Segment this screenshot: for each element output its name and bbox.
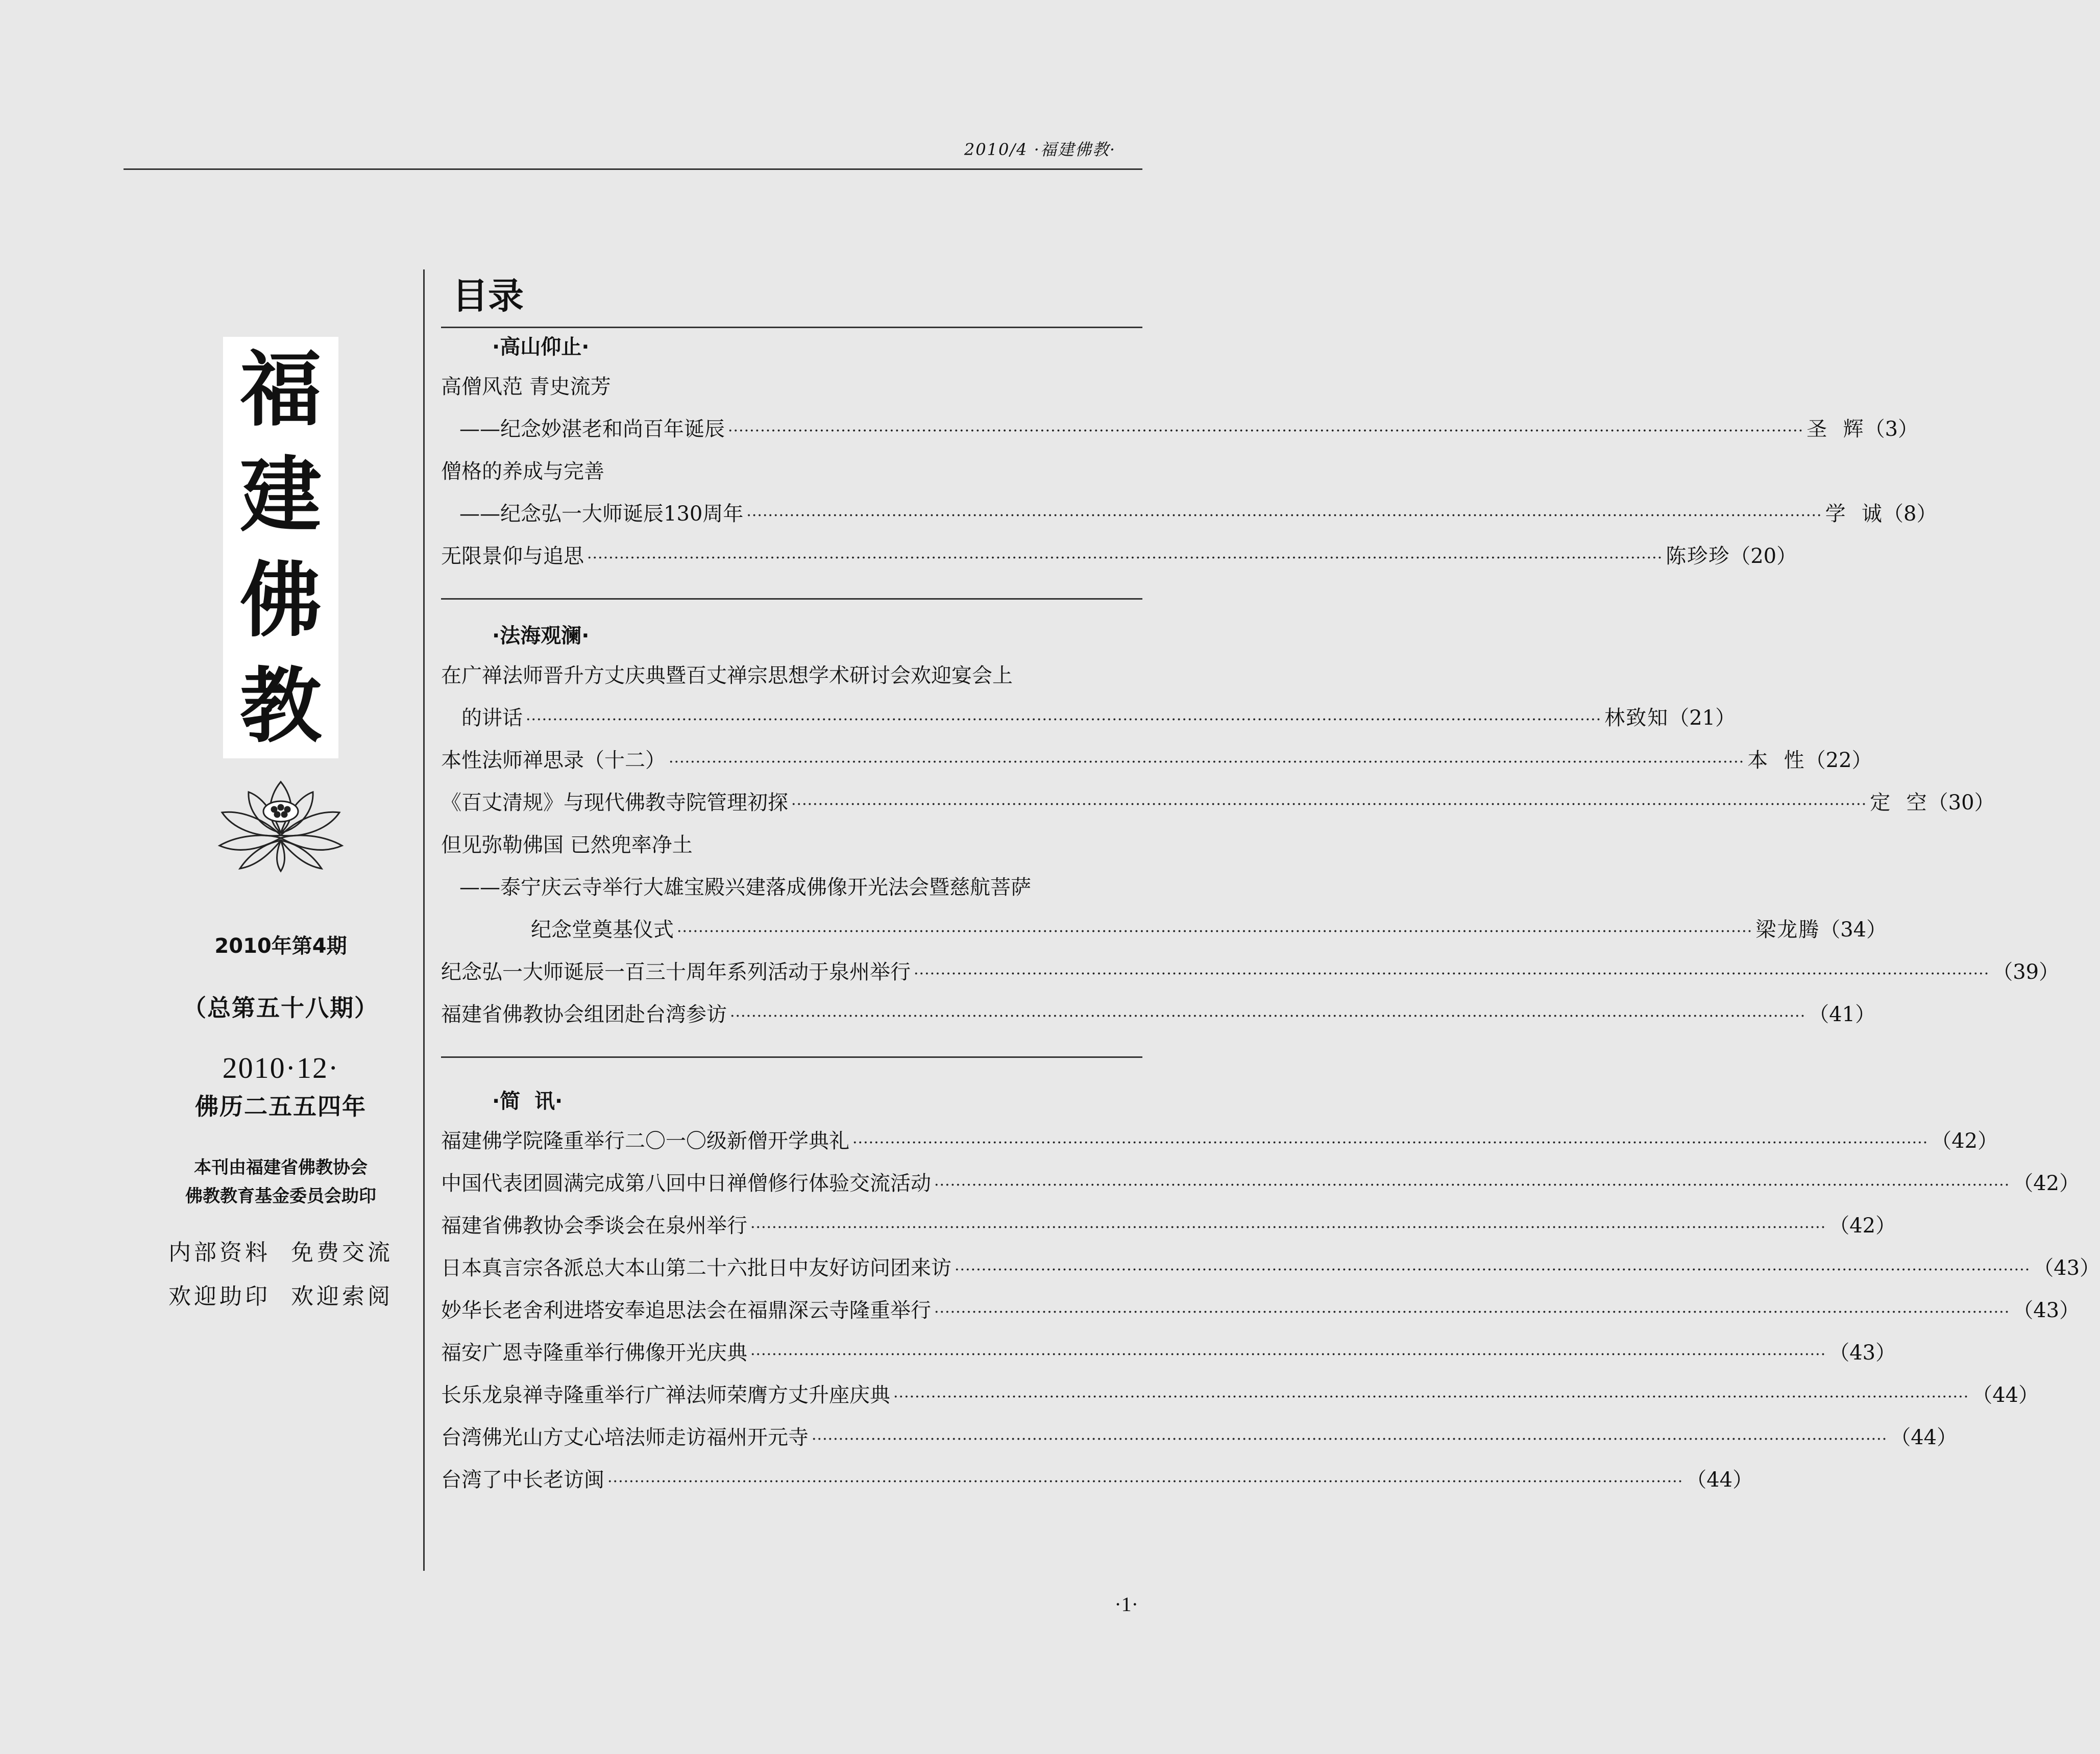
entry-title: 福安广恩寺隆重举行佛像开光庆典 bbox=[441, 1341, 747, 1365]
toc-entry[interactable] bbox=[441, 1205, 1896, 1247]
entry-page: （42） bbox=[1829, 1214, 1896, 1238]
entry-title: 台湾佛光山方丈心培法师走访福州开元寺 bbox=[441, 1426, 809, 1449]
entry-title: 无限景仰与追思 bbox=[441, 545, 584, 568]
dot-leader: ········································································································································································································ bbox=[914, 965, 1990, 983]
section-heading: ·简 讯· bbox=[492, 1090, 563, 1113]
sponsor-line: 佛教教育基金委员会助印 bbox=[185, 1186, 376, 1206]
masthead-char: 建 bbox=[239, 447, 322, 543]
page-number: ·1· bbox=[1114, 1593, 1138, 1616]
toc-entry[interactable] bbox=[441, 493, 1937, 535]
entry-title: 中国代表团圆满完成第八回中日禅僧修行体验交流活动 bbox=[441, 1172, 931, 1195]
entry-title: 福建省佛教协会组团赴台湾参访 bbox=[441, 1003, 727, 1026]
entry-page: （22） bbox=[1805, 749, 1872, 772]
distribution-motto bbox=[153, 1231, 408, 1319]
dot-leader: ········································································································································································································ bbox=[728, 422, 1804, 440]
entry-page: （42） bbox=[2013, 1172, 2080, 1195]
entry-author: 定 空 bbox=[1870, 791, 1928, 814]
masthead-column bbox=[153, 327, 408, 1319]
entry-title: 日本真言宗各派总大本山第二十六批日中友好访问团来访 bbox=[441, 1256, 951, 1280]
toc-entry[interactable] bbox=[441, 366, 1142, 408]
running-head: 2010/4 ·福建佛教· bbox=[964, 140, 1116, 159]
entry-author: 圣 辉 bbox=[1806, 417, 1865, 441]
dot-leader: ········································································································································································································ bbox=[955, 1261, 2031, 1279]
entry-author: 陈珍珍 bbox=[1666, 545, 1730, 568]
toc-entry[interactable] bbox=[441, 1374, 2039, 1417]
section-spacer bbox=[441, 1501, 1142, 1522]
entry-title: 福建佛学院隆重举行二〇一〇级新僧开学典礼 bbox=[441, 1129, 849, 1153]
dot-leader: ········································································································································································································ bbox=[934, 1303, 2010, 1321]
toc-entry[interactable] bbox=[441, 655, 1142, 697]
dot-leader: ········································································································································································································ bbox=[746, 507, 1822, 525]
entry-page: （43） bbox=[1829, 1341, 1896, 1365]
toc-sections bbox=[441, 327, 2100, 1522]
entry-title: 的讲话 bbox=[461, 706, 523, 730]
issue-number: 2010年第4期 bbox=[214, 934, 347, 958]
entry-author: 梁龙腾 bbox=[1755, 918, 1820, 942]
entry-page: （42） bbox=[1931, 1129, 1998, 1153]
toc-entry[interactable] bbox=[441, 867, 1142, 909]
toc-entry[interactable] bbox=[441, 1120, 1998, 1163]
entry-author: 林致知 bbox=[1604, 706, 1669, 730]
dot-leader: ········································································································································································································ bbox=[750, 1346, 1826, 1364]
toc-entry[interactable] bbox=[441, 994, 1876, 1036]
entry-page: （30） bbox=[1927, 791, 1995, 814]
entry-title: 《百丈清规》与现代佛教寺院管理初探 bbox=[441, 791, 788, 814]
entry-page: （8） bbox=[1883, 502, 1937, 526]
toc-entry[interactable] bbox=[441, 1247, 2100, 1290]
header-rule bbox=[124, 168, 1142, 170]
entry-page: （3） bbox=[1864, 417, 1919, 441]
dot-leader: ········································································································································································································ bbox=[526, 711, 1602, 729]
entry-author: 本 性 bbox=[1747, 749, 1805, 772]
toc-entry[interactable] bbox=[441, 824, 1142, 867]
toc-entry[interactable] bbox=[441, 1163, 2080, 1205]
section-spacer bbox=[441, 578, 1142, 598]
entry-title: 妙华长老舍利进塔安奉追思法会在福鼎深云寺隆重举行 bbox=[441, 1299, 931, 1322]
entry-page: （44） bbox=[1890, 1426, 1958, 1449]
sponsor-note bbox=[153, 1153, 408, 1210]
toc-title: 目录 bbox=[452, 275, 524, 317]
total-issue-number: （总第五十八期） bbox=[183, 994, 379, 1022]
toc-entry[interactable] bbox=[441, 909, 1887, 951]
entry-title: 台湾了中长老访闽 bbox=[441, 1468, 604, 1492]
toc-entry[interactable] bbox=[441, 697, 1736, 739]
masthead-char: 福 bbox=[239, 341, 322, 438]
entry-title: 纪念弘一大师诞辰一百三十周年系列活动于泉州举行 bbox=[441, 960, 911, 984]
buddhist-calendar-year: 佛历二五五四年 bbox=[195, 1093, 367, 1120]
entry-page: （21） bbox=[1669, 706, 1736, 730]
toc-entry[interactable] bbox=[441, 408, 1919, 451]
section-spacer bbox=[441, 1036, 1142, 1056]
column-divider bbox=[423, 269, 425, 1571]
publication-date: 2010·12· bbox=[222, 1051, 339, 1084]
toc-entry[interactable] bbox=[441, 1332, 1896, 1374]
dot-leader: ········································································································································································································ bbox=[730, 1007, 1806, 1025]
entry-title: ——纪念弘一大师诞辰130周年 bbox=[459, 502, 744, 526]
toc-entry[interactable] bbox=[441, 1459, 1753, 1501]
entry-author: 学 诚 bbox=[1825, 502, 1884, 526]
masthead-calligraphy bbox=[223, 337, 338, 758]
toc-entry[interactable] bbox=[441, 739, 1872, 782]
entry-page: （43） bbox=[2033, 1256, 2100, 1280]
dot-leader: ········································································································································································································ bbox=[677, 923, 1753, 941]
entry-title: 长乐龙泉禅寺隆重举行广禅法师荣膺方丈升座庆典 bbox=[441, 1384, 890, 1407]
entry-title: 福建省佛教协会季谈会在泉州举行 bbox=[441, 1214, 747, 1238]
toc-entry[interactable] bbox=[441, 535, 1797, 578]
lotus-icon bbox=[212, 772, 350, 874]
entry-title: 但见弥勒佛国 已然兜率净土 bbox=[441, 833, 693, 857]
dot-leader: ········································································································································································································ bbox=[893, 1388, 1969, 1406]
section-heading: ·法海观澜· bbox=[492, 624, 590, 648]
entry-page: （20） bbox=[1730, 545, 1797, 568]
dot-leader: ········································································································································································································ bbox=[750, 1219, 1826, 1237]
table-of-contents bbox=[441, 265, 2100, 1522]
entry-page: （44） bbox=[1972, 1384, 2039, 1407]
toc-entry[interactable] bbox=[441, 451, 1142, 493]
dot-leader: ········································································································································································································ bbox=[791, 796, 1867, 813]
entry-title: ——纪念妙湛老和尚百年诞辰 bbox=[459, 417, 725, 441]
sponsor-line: 本刊由福建省佛教协会 bbox=[194, 1157, 368, 1178]
entry-page: （43） bbox=[2013, 1299, 2080, 1322]
entry-title: 本性法师禅思录（十二） bbox=[441, 749, 666, 772]
entry-title: 纪念堂奠基仪式 bbox=[531, 918, 674, 942]
entry-page: （44） bbox=[1686, 1468, 1753, 1492]
entry-page: （39） bbox=[1992, 960, 2060, 984]
entry-title: 僧格的养成与完善 bbox=[441, 460, 604, 483]
toc-entry[interactable] bbox=[441, 1290, 2080, 1332]
entry-page: （41） bbox=[1809, 1003, 1876, 1026]
masthead-char: 佛 bbox=[239, 552, 322, 649]
masthead-char: 教 bbox=[239, 657, 322, 754]
toc-entry[interactable] bbox=[441, 1417, 1958, 1459]
dot-leader: ········································································································································································································ bbox=[669, 753, 1745, 771]
toc-entry[interactable] bbox=[441, 951, 2060, 994]
entry-title: 高僧风范 青史流芳 bbox=[441, 375, 611, 399]
toc-section bbox=[441, 1056, 2100, 1522]
toc-section bbox=[441, 598, 2060, 1056]
dot-leader: ········································································································································································································ bbox=[607, 1473, 1683, 1491]
dot-leader: ········································································································································································································ bbox=[934, 1176, 2010, 1194]
motto-line: 欢迎助印 欢迎索阅 bbox=[168, 1283, 393, 1310]
entry-title: 在广禅法师晋升方丈庆典暨百丈禅宗思想学术研讨会欢迎宴会上 bbox=[441, 664, 1013, 687]
dot-leader: ········································································································································································································ bbox=[587, 549, 1663, 567]
dot-leader: ········································································································································································································ bbox=[812, 1430, 1888, 1448]
entry-title: ——泰宁庆云寺举行大雄宝殿兴建落成佛像开光法会暨慈航菩萨 bbox=[459, 876, 1031, 899]
entry-page: （34） bbox=[1820, 918, 1887, 942]
dot-leader: ········································································································································································································ bbox=[852, 1134, 1928, 1152]
motto-line: 内部资料 免费交流 bbox=[168, 1240, 393, 1266]
toc-section bbox=[441, 327, 1937, 598]
section-heading: ·高山仰止· bbox=[492, 335, 590, 359]
toc-entry[interactable] bbox=[441, 782, 1995, 824]
